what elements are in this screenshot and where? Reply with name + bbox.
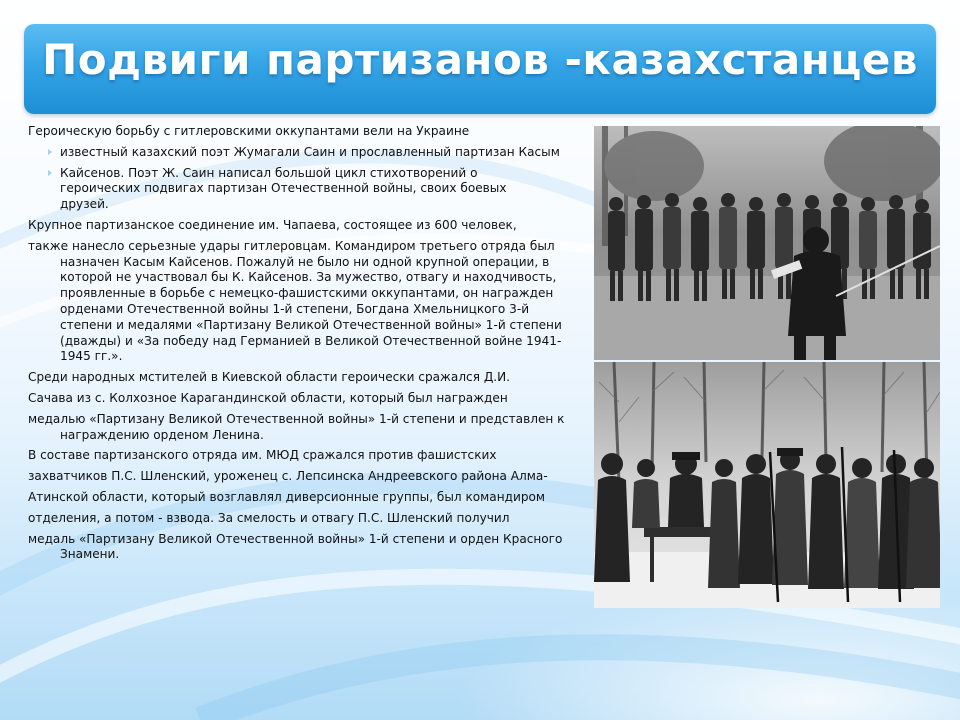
- paragraph-line: также нанесло серьезные удары гитлеровцам. Командиром третьего отряда был назначен Касым Кайсенов. Пожалуй не было ни одной крупной операции, в которой не участвовал бы К. Кайсенов. За мужество, отвагу и находчивость, проявленные в борьбе с немецко-фашистскими оккупантами, он награжден орденами Отечественной войны 1-й степени, Богдана Хмельницкого 3-й степени и медалями «Партизану Великой Отечественной войны» 1-й степени (дважды) и «За победу над Германией в Великой Отечественной войне 1941-1945 гг.».: [28, 238, 562, 364]
- paragraph-line: Среди народных мстителей в Киевской области героически сражался Д.И.: [28, 370, 511, 385]
- paragraph-line: медалью «Партизану Великой Отечественной войны» 1-й степени и представлен к награждению орденом Ленина.: [28, 411, 565, 442]
- partisans-photo-top: [594, 126, 940, 360]
- paragraph-line: Крупное партизанское соединение им. Чапаева, состоящее из 600 человек,: [28, 217, 517, 232]
- paragraph-line: Атинской области, который возглавлял диверсионные группы, был командиром: [28, 489, 546, 504]
- paragraph-line: Сачава из с. Колхозное Карагандинской области, который был награжден: [28, 390, 508, 405]
- partisans-photo-bottom: [594, 362, 940, 608]
- paragraph-line: [28, 166, 584, 182]
- paragraph-line: отделения, а потом - взвода. За смелость и отвагу П.С. Шленский получил: [28, 510, 510, 525]
- paragraph-line: Героическую борьбу с гитлеровскими оккупантами вели на Украине: [28, 124, 470, 138]
- paragraph-line: [28, 145, 584, 161]
- paragraph-line: медаль «Партизану Великой Отечественной войны» 1-й степени и орден Красного Знамени.: [28, 531, 563, 562]
- partisans-lineup-image: [594, 126, 940, 360]
- paragraph-line: героических подвигах партизан Отечественной войны, своих боевых: [60, 181, 507, 196]
- paragraph-line: В составе партизанского отряда им. МЮД сражался против фашистских: [28, 448, 497, 463]
- body-text: [28, 124, 584, 563]
- paragraph-line: друзей.: [60, 197, 109, 212]
- slide-title: Подвиги партизанов -казахстанцев: [42, 35, 918, 84]
- bullet-arrow-icon: [48, 149, 52, 155]
- paragraph-line-text: известный казахский поэт Жумагали Саин и прославленный партизан Касым: [60, 144, 560, 159]
- partisans-winter-image: [594, 362, 940, 608]
- bullet-arrow-icon: [48, 170, 52, 176]
- paragraph-line: захватчиков П.С. Шленский, уроженец с. Лепсинска Андреевского района Алма-: [28, 469, 548, 484]
- paragraph-line-text: Кайсенов. Поэт Ж. Саин написал большой цикл стихотворений о: [60, 165, 478, 180]
